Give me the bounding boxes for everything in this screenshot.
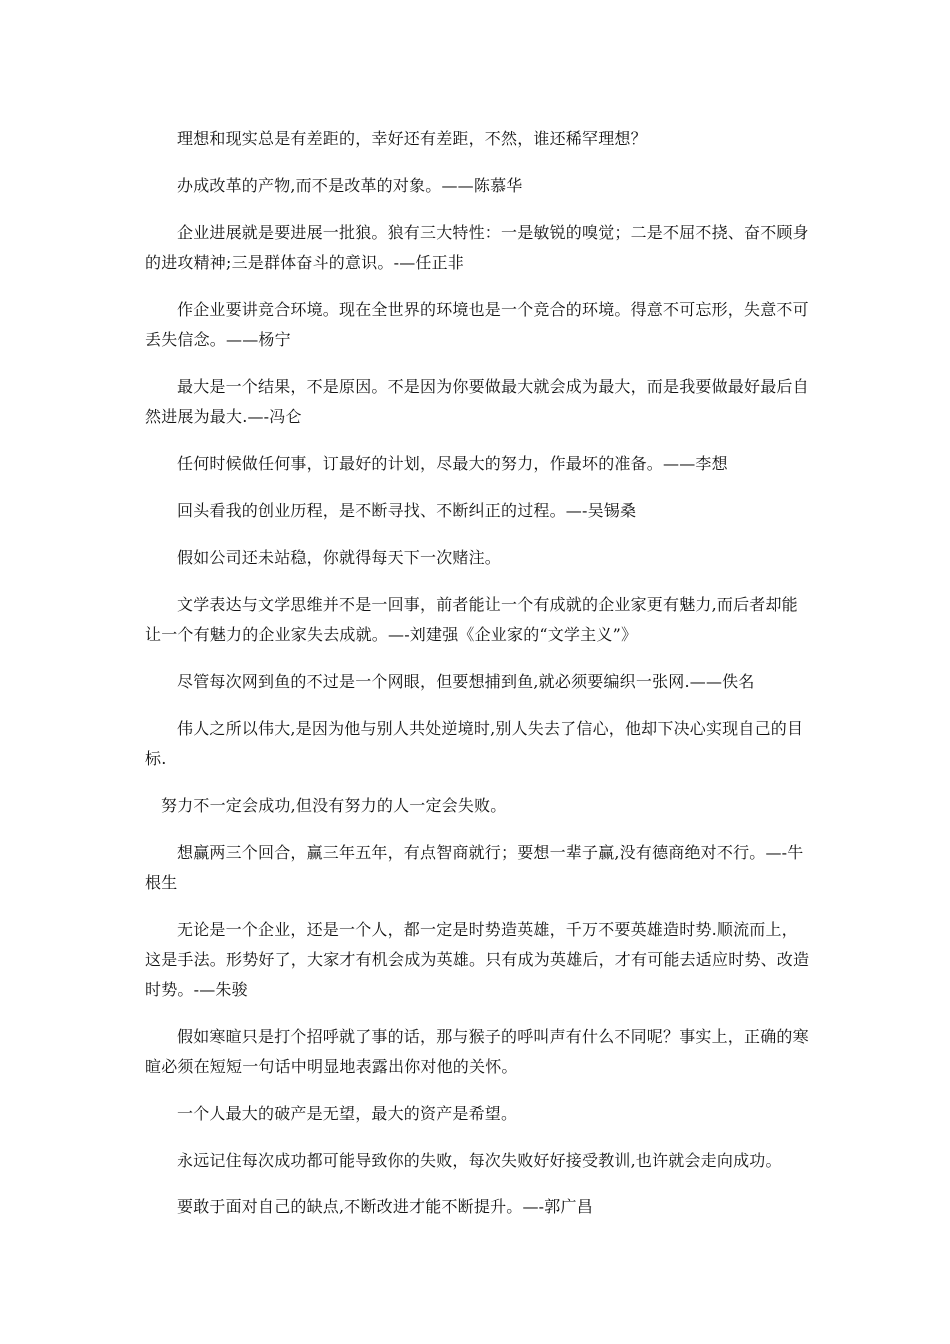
paragraph-success-failure-quote: 永远记住每次成功都可能导致你的失败，每次失败好好接受教训,也许就会走向成功。 <box>177 1151 782 1170</box>
paragraph-reform-quote: 办成改革的产物,而不是改革的对象。——陈慕华 <box>177 176 523 195</box>
paragraph-biggest-quote: 最大是一个结果，不是原因。不是因为你要做最大就会成为最大，而是我要做最好最后自然进展为最大.—-冯仑 <box>145 377 809 426</box>
paragraph-hope-quote: 一个人最大的破产是无望，最大的资产是希望。 <box>177 1104 518 1123</box>
paragraph-greeting-quote: 假如寒暄只是打个招呼就了事的话，那与猴子的呼叫声有什么不同呢？事实上，正确的寒暄必须在短短一句话中明显地表露出你对他的关怀。 <box>145 1027 809 1076</box>
paragraph-wolf-quote: 企业进展就是要进展一批狼。狼有三大特性：一是敏锐的嗅觉；二是不屈不挠、奋不顾身的进攻精神;三是群体奋斗的意识。-—任正非 <box>145 223 809 272</box>
paragraph-best-plan-quote: 任何时候做任何事，订最好的计划，尽最大的努力，作最坏的准备。——李想 <box>177 454 728 473</box>
document-body <box>145 124 810 1239</box>
paragraph-startup-history-quote: 回头看我的创业历程，是不断寻找、不断纠正的过程。—-吴锡桑 <box>177 501 637 520</box>
paragraph-ideal-reality: 理想和现实总是有差距的，幸好还有差距，不然，谁还稀罕理想？ <box>177 129 647 148</box>
paragraph-effort-quote: 努力不一定会成功,但没有努力的人一定会失败。 <box>161 796 507 815</box>
paragraph-improvement-quote: 要敢于面对自己的缺点,不断改进才能不断提升。—-郭广昌 <box>177 1197 593 1216</box>
paragraph-hero-quote: 无论是一个企业，还是一个人，都一定是时势造英雄，千万不要英雄造时势.顺流而上，这是手法。形势好了，大家才有机会成为英雄。只有成为英雄后，才有可能去适应时势、改造时势。-—朱骏 <box>145 920 810 999</box>
paragraph-daily-bet-quote: 假如公司还未站稳，你就得每天下一次赌注。 <box>177 548 502 567</box>
paragraph-great-people-quote: 伟人之所以伟大,是因为他与别人共处逆境时,别人失去了信心，他却下决心实现自己的目标. <box>145 719 804 768</box>
paragraph-literature-quote: 文学表达与文学思维并不是一回事，前者能让一个有成就的企业家更有魅力,而后者却能让一个有魅力的企业家失去成就。—-刘建强《企业家的“文学主义”》 <box>145 595 798 644</box>
paragraph-fishing-net-quote: 尽管每次网到鱼的不过是一个网眼，但要想捕到鱼,就必须要编织一张网.——佚名 <box>177 672 755 691</box>
paragraph-win-quote: 想赢两三个回合，赢三年五年，有点智商就行；要想一辈子赢,没有德商绝对不行。—-牛根生 <box>145 843 804 892</box>
paragraph-competition-quote: 作企业要讲竞合环境。现在全世界的环境也是一个竞合的环境。得意不可忘形，失意不可丢失信念。——杨宁 <box>145 300 809 349</box>
